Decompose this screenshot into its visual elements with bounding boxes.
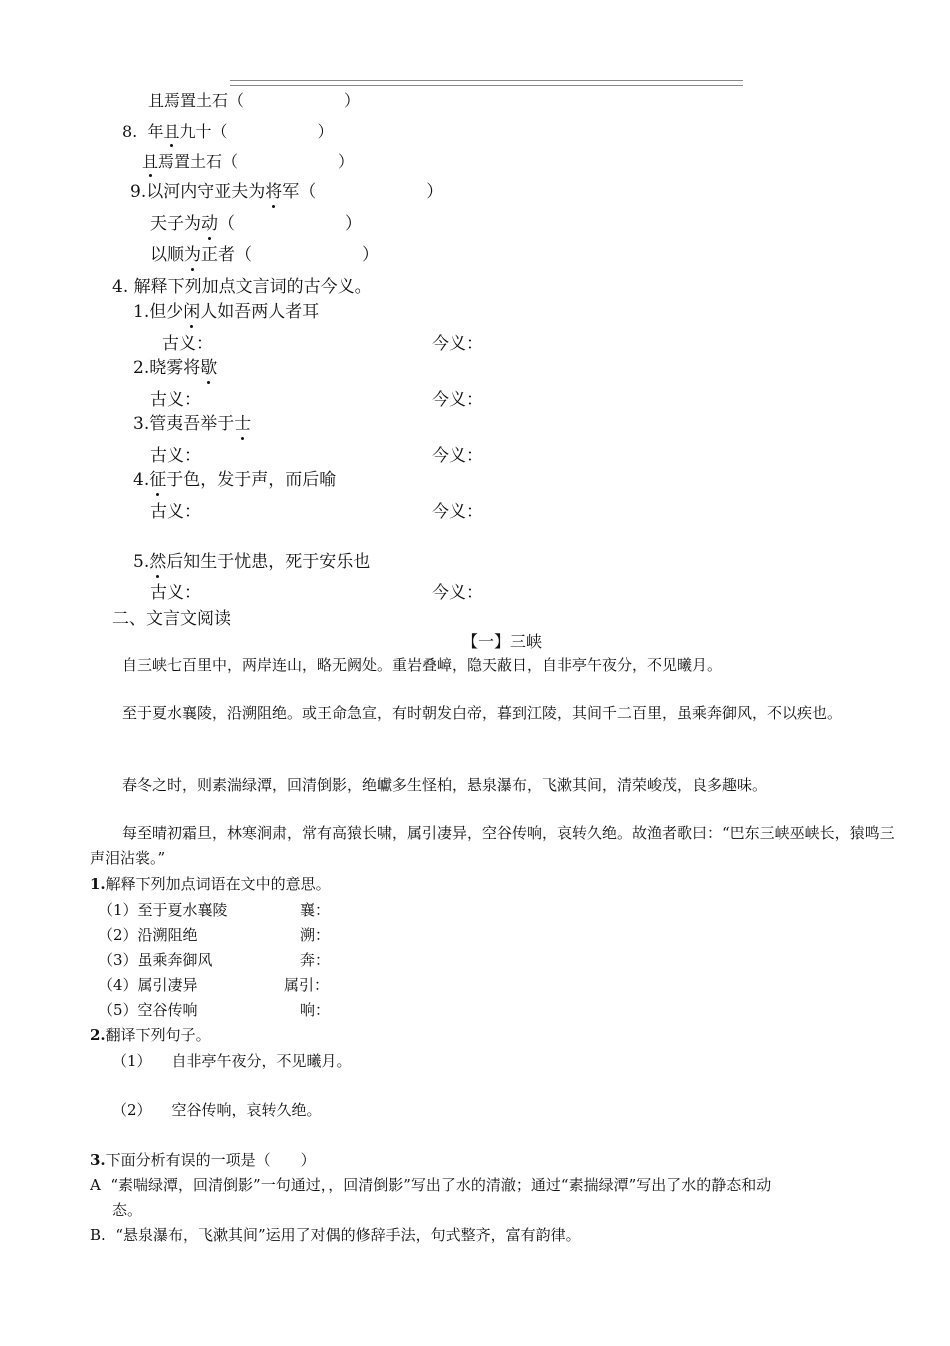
top-item-4: 9.以河内守亚夫为将军（ ）	[130, 182, 444, 202]
passage-paragraph-2: 至于夏水襄陵，沿溯阻绝。或王命急宣，有时朝发白帝，暮到江陵，其间千二百里，虽乘奔御风，不以疾也。	[122, 704, 843, 722]
top-item-2: 8. 年且九十（ ）	[122, 122, 334, 141]
jin-label-5: 今义：	[432, 583, 483, 603]
header-rule	[230, 80, 743, 86]
dotted-char: 闲	[183, 302, 201, 322]
question-1: 1.解释下列加点词语在文中的意思。	[90, 875, 331, 893]
q3-option-a: A “素喘绿潭，回清倒影”一句通过，，回清倒影”写出了水的清澈；通过“素揣绿潭”写出了水的静态和动	[90, 1176, 772, 1194]
q1-item-4-word: 属引：	[284, 976, 330, 994]
section4-item-5: 5.然后知生于忧患，死于安乐也	[133, 552, 371, 572]
gu-label-5: 古义：	[150, 583, 201, 603]
q1-item-5-word: 响：	[300, 1001, 331, 1019]
section4-item-4: 4.征于色，发于声，而后喻	[133, 470, 337, 490]
section4-item-1: 1.但少闲人如吾两人者耳	[133, 302, 320, 322]
dotted-char: 将	[265, 182, 283, 202]
section2-heading: 二、文言文阅读	[112, 609, 231, 629]
q3-option-b: B. “悬泉瀑布，飞漱其间”运用了对偶的修辞手法，句式整齐，富有韵律。	[90, 1226, 581, 1244]
section4-item-2: 2.晓雾将歇	[133, 358, 218, 378]
passage-title: 【一】三峡	[462, 632, 543, 651]
gu-label-1: 古义：	[162, 334, 213, 354]
passage-paragraph-3: 春冬之时，则素湍绿潭，回清倒影，绝巘多生怪柏，悬泉瀑布，飞漱其间，清荣峻茂，良多趣味。	[122, 776, 768, 794]
top-item-5: 天子为动（ ）	[150, 214, 362, 234]
passage-paragraph-1: 自三峡七百里中，两岸连山，略无阙处。重岩叠嶂，隐天蔽日，自非亭午夜分，不见曦月。	[122, 656, 723, 674]
passage-paragraph-4: 每至晴初霜旦，林寒涧肃，常有高猿长啸，属引凄异，空谷传响，哀转久绝。故渔者歌曰：“巴东三峡巫峡长，猿鸣三声泪沾裳。”	[90, 824, 895, 867]
jin-label-1: 今义：	[432, 334, 483, 354]
jin-label-4: 今义：	[432, 502, 483, 522]
jin-label-2: 今义：	[432, 390, 483, 410]
q1-item-3-word: 奔：	[300, 951, 331, 969]
dotted-char: 且	[142, 152, 159, 171]
dotted-char: 征	[149, 470, 167, 490]
section4-heading: 4. 解释下列加点文言词的古今义。	[112, 277, 372, 297]
gu-label-2: 古义：	[150, 390, 201, 410]
gu-label-4: 古义：	[150, 502, 201, 522]
top-item-1: 且焉置土石（ ）	[148, 91, 361, 110]
question-2: 2.翻译下列句子。	[90, 1026, 211, 1044]
q2-item-2: （2） 空谷传响，哀转久绝。	[112, 1101, 322, 1119]
dotted-char: 动	[201, 214, 218, 234]
question-3: 3.下面分析有误的一项是（ ）	[90, 1151, 316, 1169]
q2-item-1: （1） 自非亭午夜分，不见曦月。	[112, 1052, 352, 1070]
q1-item-5-label: （5）空谷传响	[98, 1001, 198, 1019]
dotted-char: 士	[234, 414, 252, 434]
q1-item-1-label: （1）至于夏水襄陵	[98, 901, 228, 919]
q3-option-a-cont: 态。	[112, 1201, 143, 1219]
q1-item-2-label: （2）沿溯阻绝	[98, 926, 198, 944]
jin-label-3: 今义：	[432, 446, 483, 466]
q1-item-1-word: 襄：	[300, 901, 331, 919]
dotted-char: 歇	[200, 358, 218, 378]
top-item-3: 且焉置土石（ ）	[142, 152, 355, 171]
q1-item-4-label: （4）属引凄异	[98, 976, 198, 994]
dotted-char: 然	[149, 552, 167, 572]
gu-label-3: 古义：	[150, 446, 201, 466]
top-item-6: 以顺为正者（ ）	[150, 245, 379, 265]
dotted-char: 为	[184, 245, 201, 265]
dotted-char: 且	[163, 122, 180, 141]
section4-item-3: 3.管夷吾举于士	[133, 414, 252, 434]
q1-item-2-word: 溯：	[300, 926, 331, 944]
q1-item-3-label: （3）虽乘奔御风	[98, 951, 213, 969]
